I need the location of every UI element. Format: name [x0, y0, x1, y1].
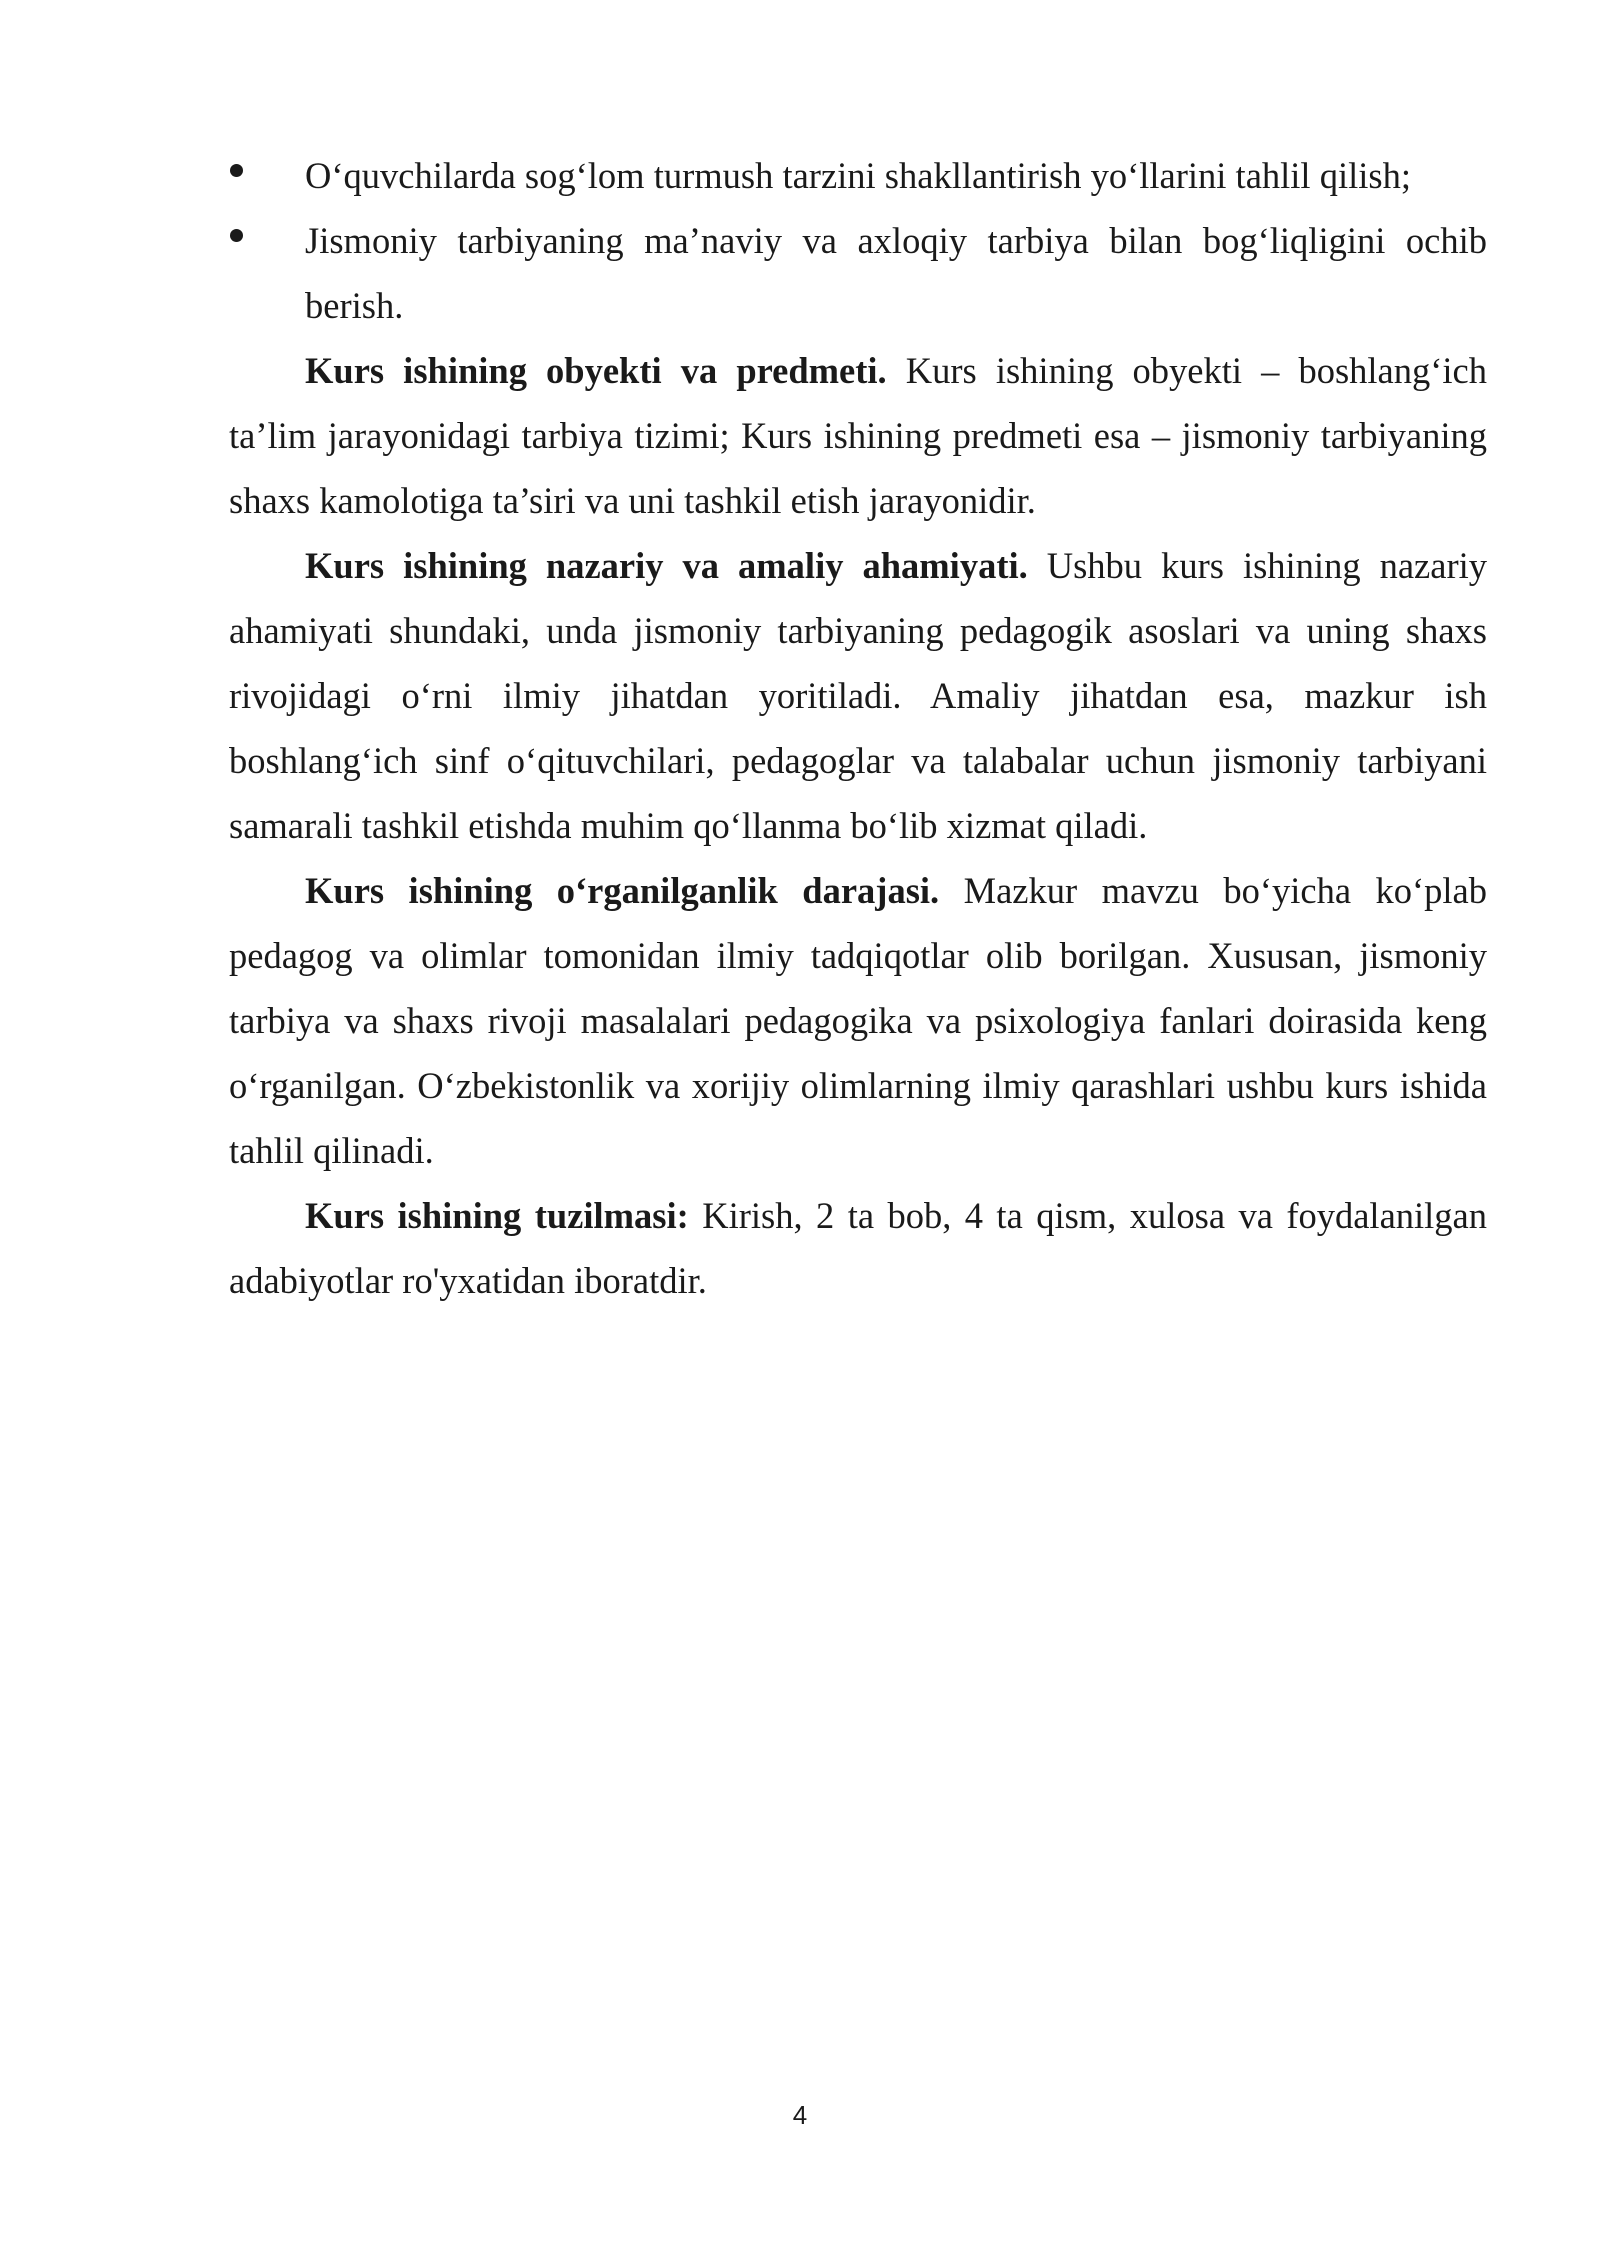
list-item-text: Jismoniy tarbiyaning ma’naviy va axloqiy tarbiya bilan bog‘liqligini ochib berish. [305, 220, 1487, 326]
list-item-text: O‘quvchilarda sog‘lom turmush tarzini shakllantirish yo‘llarini tahlil qilish; [305, 155, 1411, 196]
document-page [229, 143, 1487, 1313]
paragraph-text: Ushbu kurs ishining nazariy ahamiyati shundaki, unda jismoniy tarbiyaning pedagogik asoslari va uning shaxs rivojidagi o‘rni ilmiy jihatdan yoritiladi. Amaliy jihatdan esa, mazkur ish boshlang‘ich sinf o‘qituvchilari, pedagoglar va talabalar uchun jismoniy tarbiyani samarali tashkil etishda muhim qo‘llanma bo‘lib xizmat qiladi. [229, 545, 1487, 846]
paragraph-heading: Kurs ishining tuzilmasi: [305, 1195, 689, 1236]
goals-list [229, 143, 1487, 338]
paragraph-research-degree [229, 858, 1487, 1183]
list-item [229, 143, 1487, 208]
paragraph-significance [229, 533, 1487, 858]
bullet-icon [230, 229, 243, 242]
paragraph-text: Kurs ishining obyekti – boshlang‘ich ta’lim jarayonidagi tarbiya tizimi; Kurs ishining predmeti esa – jismoniy tarbiyaning shaxs kamolotiga ta’siri va uni tashkil etish jarayonidir. [229, 350, 1487, 521]
paragraph-structure [229, 1183, 1487, 1313]
paragraph-heading: Kurs ishining nazariy va amaliy ahamiyati. [305, 545, 1028, 586]
paragraph-object-subject [229, 338, 1487, 533]
paragraph-text: Kirish, 2 ta bob, 4 ta qism, xulosa va foydalanilgan adabiyotlar ro'yxatidan iboratdir. [229, 1195, 1487, 1301]
list-item [229, 208, 1487, 338]
bullet-icon [230, 164, 243, 177]
paragraph-text: Mazkur mavzu bo‘yicha ko‘plab pedagog va olimlar tomonidan ilmiy tadqiqotlar olib borilgan. Xususan, jismoniy tarbiya va shaxs rivoji masalalari pedagogika va psixologiya fanlari doirasida keng o‘rganilgan. O‘zbekistonlik va xorijiy olimlarning ilmiy qarashlari ushbu kurs ishida tahlil qilinadi. [229, 870, 1487, 1171]
paragraph-heading: Kurs ishining o‘rganilganlik darajasi. [305, 870, 940, 911]
paragraph-heading: Kurs ishining obyekti va predmeti. [305, 350, 887, 391]
page-number: 4 [792, 2100, 808, 2130]
